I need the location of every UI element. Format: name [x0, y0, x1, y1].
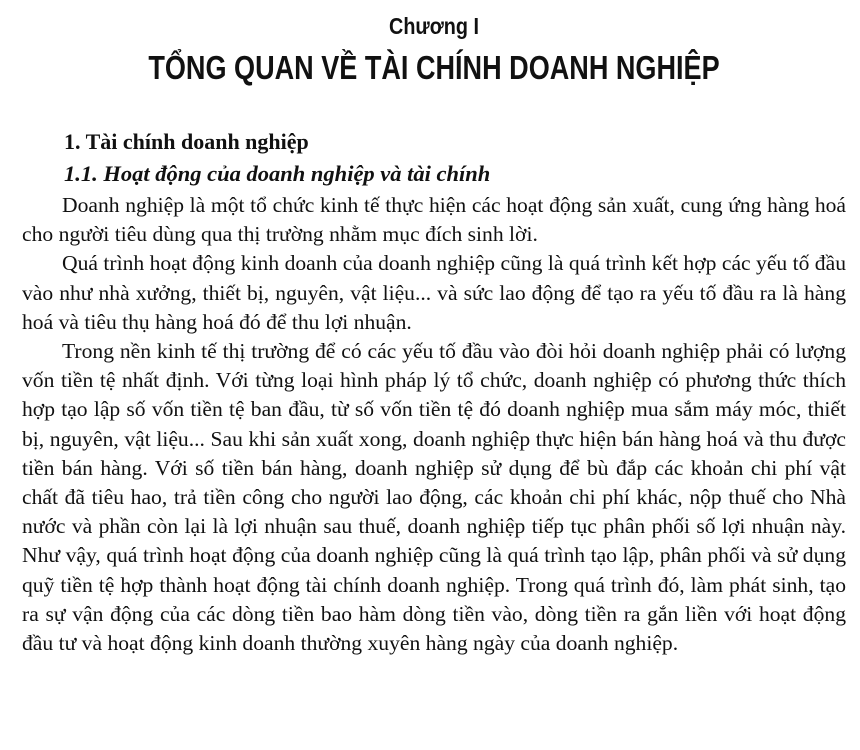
chapter-label: Chương I	[389, 13, 479, 39]
paragraph-1: Doanh nghiệp là một tổ chức kinh tế thực hiện các hoạt động sản xuất, cung ứng hàng hoá cho người tiêu dùng qua thị trường nhằm mục đích sinh lời.	[22, 193, 846, 247]
section-heading: 1. Tài chính doanh nghiệp	[64, 129, 309, 154]
chapter-title: TỔNG QUAN VỀ TÀI CHÍNH DOANH NGHIỆP	[148, 49, 720, 86]
paragraph-3: Trong nền kinh tế thị trường để có các yếu tố đầu vào đòi hỏi doanh nghiệp phải có lượng vốn tiền tệ nhất định. Với từng loại hình pháp lý tổ chức, doanh nghiệp có phương thức thích hợp tạo lập số vốn tiền tệ ban đầu, từ số vốn tiền tệ đó doanh nghiệp mua sắm máy móc, thiết bị, nguyên, vật liệu... Sau khi sản xuất xong, doanh nghiệp thực hiện bán hàng hoá và thu được tiền bán hàng. Với số tiền bán hàng, doanh nghiệp sử dụng để bù đắp các khoản chi phí vật chất đã tiêu hao, trả tiền công cho người lao động, các khoản chi phí khác, nộp thuế cho Nhà nước và phần còn lại là lợi nhuận sau thuế, doanh nghiệp tiếp tục phân phối số lợi nhuận này. Như vậy, quá trình hoạt động của doanh nghiệp cũng là quá trình tạo lập, phân phối và sử dụng quỹ tiền tệ hợp thành hoạt động tài chính doanh nghiệp. Trong quá trình đó, làm phát sinh, tạo ra sự vận động của các dòng tiền bao hàm dòng tiền vào, dòng tiền ra gắn liền với hoạt động đầu tư và hoạt động kinh doanh thường xuyên hàng ngày của doanh nghiệp.	[22, 339, 846, 656]
subsection-heading: 1.1. Hoạt động của doanh nghiệp và tài chính	[64, 161, 491, 186]
body-text	[22, 191, 846, 658]
paragraph-2: Quá trình hoạt động kinh doanh của doanh nghiệp cũng là quá trình kết hợp các yếu tố đầu vào như nhà xưởng, thiết bị, nguyên, vật liệu... và sức lao động để tạo ra yếu tố đầu ra là hàng hoá và tiêu thụ hàng hoá đó để thu lợi nhuận.	[22, 251, 846, 334]
